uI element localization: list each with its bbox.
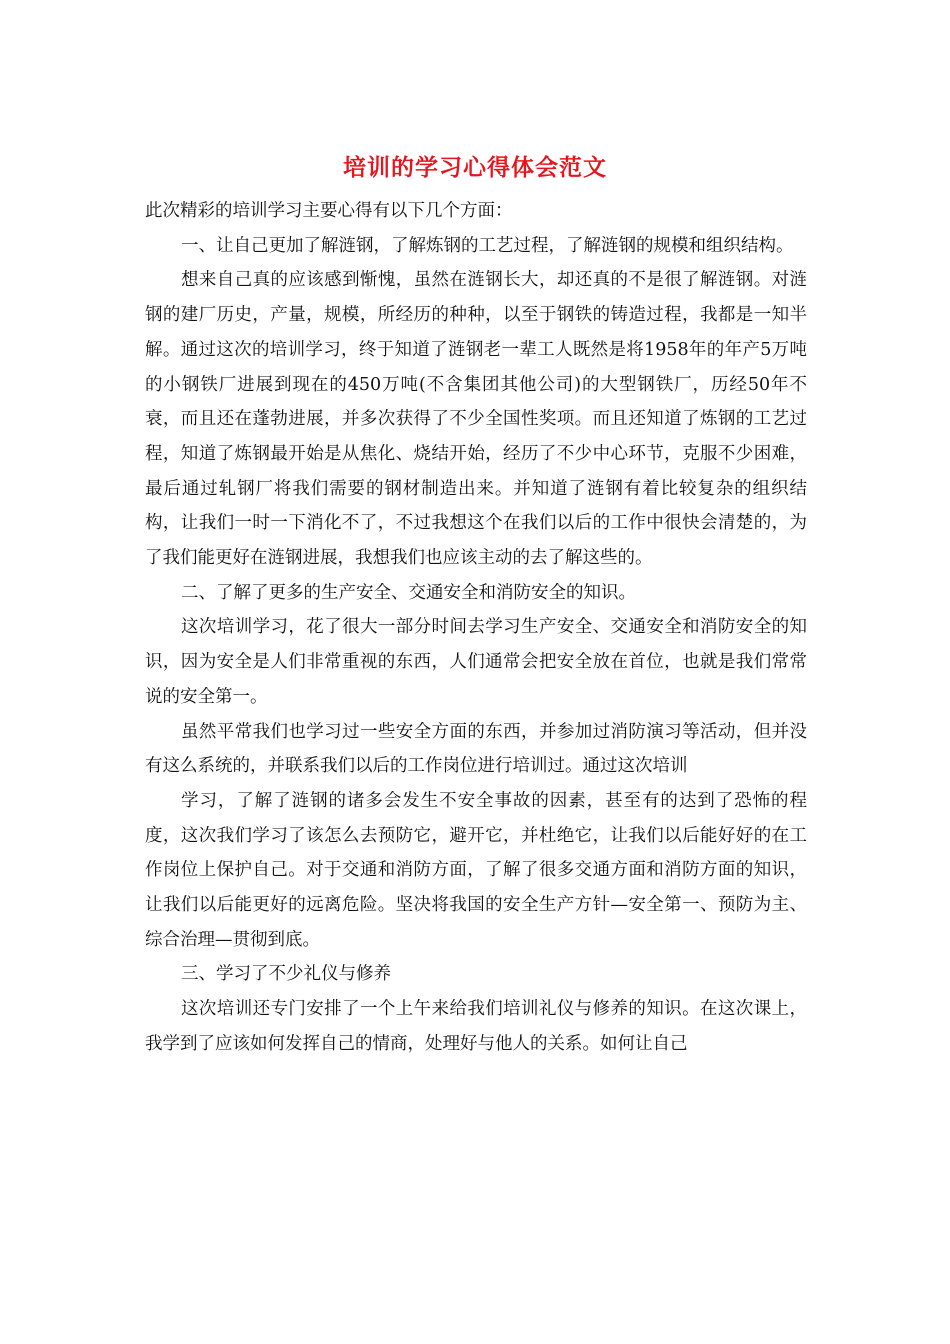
body-paragraph: 想来自己真的应该感到惭愧，虽然在涟钢长大，却还真的不是很了解涟钢。对涟钢的建厂历史，产量，规模，所经历的种种，以至于钢铁的铸造过程，我都是一知半解。通过这次的培训学习，终于知道了涟钢老一辈工人既然是将1958年的年产5万吨的小钢铁厂进展到现在的450万吨(不含集团其他公司)的大型钢铁厂，历经50年不衰，而且还在蓬勃进展，并多次获得了不少全国性奖项。而且还知道了炼钢的工艺过程，知道了炼钢最开始是从焦化、烧结开始，经历了不少中心环节，克服不少困难，最后通过轧钢厂将我们需要的钢材制造出来。并知道了涟钢有着比较复杂的组织结构，让我们一时一下消化不了，不过我想这个在我们以后的工作中很快会清楚的，为了我们能更好在涟钢进展，我想我们也应该主动的去了解这些的。 — [145, 270, 807, 569]
body-paragraph: 学习，了解了涟钢的诸多会发生不安全事故的因素，甚至有的达到了恐怖的程度，这次我们学习了该怎么去预防它，避开它，并杜绝它，让我们以后能好好的在工作岗位上保护自己。对于交通和消防方面，了解了很多交通方面和消防方面的知识，让我们以后能更好的远离危险。坚决将我国的安全生产方针—安全第一、预防为主、综合治理—贯彻到底。 — [145, 790, 807, 950]
body-paragraph: 虽然平常我们也学习过一些安全方面的东西，并参加过消防演习等活动，但并没有这么系统的，并联系我们以后的工作岗位进行培训过。通过这次培训 — [145, 721, 807, 777]
intro-paragraph: 此次精彩的培训学习主要心得有以下几个方面： — [145, 201, 513, 221]
body-paragraph: 这次培训学习，花了很大一部分时间去学习生产安全、交通安全和消防安全的知识，因为安全是人们非常重视的东西，人们通常会把安全放在首位，也就是我们常常说的安全第一。 — [145, 617, 807, 707]
section-heading-2: 二、了解了更多的生产安全、交通安全和消防安全的知识。 — [181, 582, 636, 603]
section-heading-1: 一、让自己更加了解涟钢，了解炼钢的工艺过程，了解涟钢的规模和组织结构。 — [181, 235, 794, 256]
document-title: 培训的学习心得体会范文 — [343, 154, 607, 181]
section-heading-3: 三、学习了不少礼仪与修养 — [181, 964, 391, 985]
document-body — [145, 194, 807, 1062]
body-paragraph: 这次培训还专门安排了一个上午来给我们培训礼仪与修养的知识。在这次课上，我学到了应该如何发挥自己的情商，处理好与他人的关系。如何让自己 — [145, 999, 807, 1054]
